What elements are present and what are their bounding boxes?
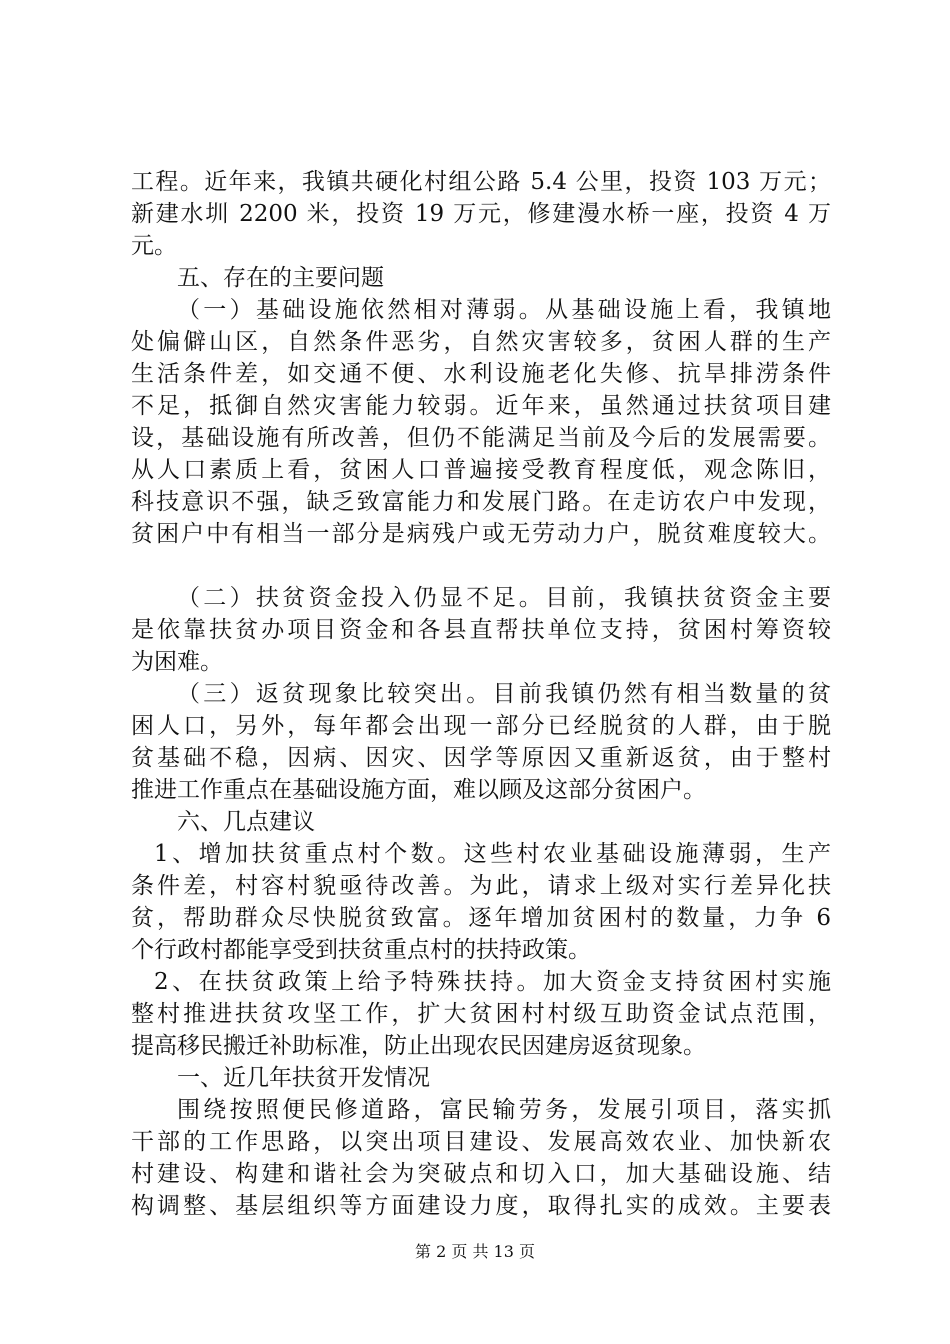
page-footer: 第 2 页 共 13 页	[415, 1242, 535, 1261]
text-line: 贫，帮助群众尽快脱贫致富。逐年增加贫困村的数量，力争 6	[131, 905, 831, 931]
paragraph-spacer	[131, 550, 831, 582]
text-line: 构调整、基层组织等方面建设力度，取得扎实的成效。主要表	[131, 1193, 831, 1219]
text-line: 干部的工作思路，以突出项目建设、发展高效农业、加快新农	[131, 1129, 831, 1155]
text-line: 个行政村都能享受到扶贫重点村的扶持政策。	[131, 937, 591, 963]
text-line: 贫困户中有相当一部分是病残户或无劳动力户，脱贫难度较大。	[131, 521, 831, 547]
text-line: 元。	[131, 233, 177, 259]
text-line: 从人口素质上看，贫困人口普遍接受教育程度低，观念陈旧，	[131, 457, 831, 483]
text-line: 1、增加扶贫重点村个数。这些村农业基础设施薄弱，生产	[154, 841, 831, 867]
text-line: （二）扶贫资金投入仍显不足。目前，我镇扶贫资金主要	[177, 585, 831, 611]
text-line: 围绕按照便民修道路，富民输劳务，发展引项目，落实抓	[177, 1097, 831, 1123]
text-line: 处偏僻山区，自然条件恶劣，自然灾害较多，贫困人群的生产	[131, 329, 831, 355]
text-line: 科技意识不强，缺乏致富能力和发展门路。在走访农户中发现，	[131, 489, 831, 515]
text-line: 新建水圳 2200 米，投资 19 万元，修建漫水桥一座，投资 4 万	[131, 201, 831, 227]
section-heading: 一、近几年扶贫开发情况	[177, 1065, 430, 1091]
text-line: （三）返贫现象比较突出。目前我镇仍然有相当数量的贫	[177, 681, 831, 707]
text-line: 推进工作重点在基础设施方面，难以顾及这部分贫困户。	[131, 777, 706, 803]
text-line: 2、在扶贫政策上给予特殊扶持。加大资金支持贫困村实施	[154, 969, 831, 995]
text-line: 贫基础不稳，因病、因灾、因学等原因又重新返贫，由于整村	[131, 745, 831, 771]
text-line: 条件差，村容村貌亟待改善。为此，请求上级对实行差异化扶	[131, 873, 831, 899]
section-heading: 六、几点建议	[177, 809, 315, 835]
text-line: 设，基础设施有所改善，但仍不能满足当前及今后的发展需要。	[131, 425, 831, 451]
section-heading: 五、存在的主要问题	[177, 265, 384, 291]
text-line: 困人口，另外，每年都会出现一部分已经脱贫的人群，由于脱	[131, 713, 831, 739]
text-line: 生活条件差，如交通不便、水利设施老化失修、抗旱排涝条件	[131, 361, 831, 387]
text-line: 提高移民搬迁补助标准，防止出现农民因建房返贫现象。	[131, 1033, 706, 1059]
text-line: 村建设、构建和谐社会为突破点和切入口，加大基础设施、结	[131, 1161, 831, 1187]
text-line: 工程。近年来，我镇共硬化村组公路 5.4 公里，投资 103 万元；	[131, 169, 831, 195]
text-line: 为困难。	[131, 649, 223, 675]
text-line: （一）基础设施依然相对薄弱。从基础设施上看，我镇地	[177, 297, 831, 323]
text-line: 是依靠扶贫办项目资金和各县直帮扶单位支持，贫困村筹资较	[131, 617, 831, 643]
text-line: 整村推进扶贫攻坚工作，扩大贫困村村级互助资金试点范围，	[131, 1001, 831, 1027]
text-line: 不足，抵御自然灾害能力较弱。近年来，虽然通过扶贫项目建	[131, 393, 831, 419]
document-body	[131, 166, 831, 1222]
